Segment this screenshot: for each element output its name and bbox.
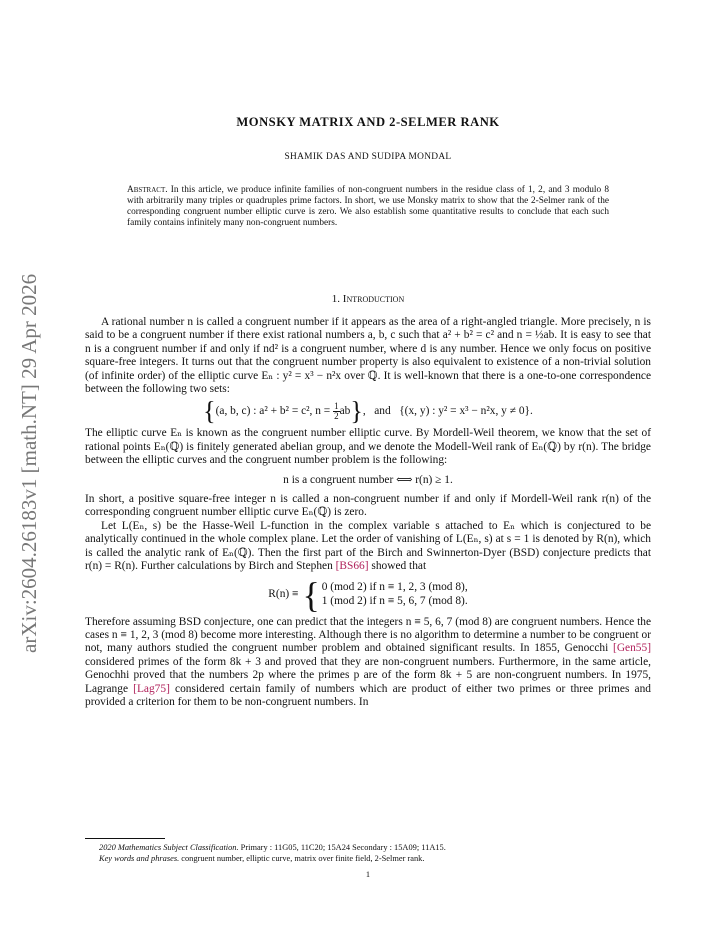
citation-bs66[interactable]: [BS66] <box>335 560 369 573</box>
citation-gen55[interactable]: [Gen55] <box>613 642 651 655</box>
page-number: 1 <box>365 870 371 879</box>
arxiv-stamp-text: arXiv:2604.26183v1 [math.NT] 29 Apr 2026 <box>17 273 41 653</box>
eq1-fraction: $\frac{1}{2}$ <box>334 401 339 422</box>
paragraph-5: Therefore assuming BSD conjecture, one can predict that the integers n ≡ 5, 6, 7 (mod 8) are congruent numbers. Hence the cases n ≡ 1, 2, 3 (mod 8) become more interesting. Although there is no algorithm to determine a number to be congruent or not, many authors studied the congruent number problem and obtained significant results. In 1855, Genocchi [Gen55] considered primes of the form 8k + 3 and proved that they are non-congruent numbers. Furthermore, in the same article, Genochhi proved that the numbers 2p where the primes p are of the form 8k + 5 are non-congruent numbers. In 1975, Lagrange [Lag75] considered certain family of numbers which are product of either two primes or three primes and provided a criterion for them to be non-congruent numbers. In <box>85 615 651 708</box>
citation-lag75[interactable]: [Lag75] <box>133 682 170 695</box>
section-title: Introduction <box>342 293 405 305</box>
body-text <box>85 316 651 709</box>
paper-authors: SHAMIK DAS AND SUDIPA MONDAL <box>284 152 452 162</box>
paragraph-3: In short, a positive square-free integer n is called a non-congruent number if and only if Mordell-Weil rank r(n) of the corresponding congruent number elliptic curve Eₙ(ℚ) is zero. <box>85 493 651 519</box>
footnote-msc: 2020 Mathematics Subject Classification. Primary : 11G05, 11C20; 15A24 Secondary : 15A09; 11A15. <box>99 843 446 852</box>
eq1-left: (a, b, c) : a² + b² = c², n = <box>215 405 334 418</box>
abstract-label: Abstract. <box>127 185 168 195</box>
paragraph-2: The elliptic curve Eₙ is known as the congruent number elliptic curve. By Mordell-Weil theorem, we know that the set of rational points Eₙ(ℚ) is finitely generated abelian group, and we denote the Modell-Weil rank of Eₙ(ℚ) by r(n). The bridge between the elliptic curves and the congruent number problem is the following: <box>85 427 651 467</box>
footnotes <box>85 842 651 864</box>
section-number: 1. <box>331 293 341 305</box>
eq3-case-1: 0 (mod 2) if n ≡ 1, 2, 3 (mod 8), <box>321 581 468 594</box>
section-heading <box>85 293 651 305</box>
eq1-and: and <box>374 405 391 418</box>
paragraph-1: A rational number n is called a congruent number if it appears as the area of a right-angled triangle. More precisely, n is said to be a congruent number if there exist rational numbers a, b, c such that a² + b² = c² and n = ½ab. It is easy to see that n is a congruent number if and only if nd² is a congruent number, where d is any number. Hence we only focus on positive square-free integers. It turns out that the congruent number property is also equivalent to existence of a non-trivial solution (of infinite order) of the elliptic curve Eₙ : y² = x³ − n²x over ℚ. It is well-known that there is a one-to-one correspondence between the following two sets: <box>85 316 651 396</box>
equation-sets: {(a, b, c) : a² + b² = c², n = $\frac{1}{2}$ ab}, and {(x, y) : y² = x³ − n²x, y ≠ 0}. <box>203 396 533 426</box>
arxiv-stamp <box>10 245 44 655</box>
equation-cases: R(n) ≡ { 0 (mod 2) if n ≡ 1, 2, 3 (mod 8), 1 (mod 2) if n ≡ 5, 6, 7 (mod 8). <box>268 574 468 615</box>
eq3-lhs: R(n) ≡ <box>268 587 299 600</box>
abstract-text: In this article, we produce infinite families of non-congruent numbers in the residue class of 1, 2, and 3 modulo 8 with arbitrarily many triples or quadruples prime factors. In short, we use Monsky matrix to show that the 2-Selmer rank of the corresponding congruent number elliptic curve is zero. We also establish some quantitative results to conclude that each such family contains infinitely many non-congruent numbers. <box>127 185 609 229</box>
eq1-right: {(x, y) : y² = x³ − n²x, y ≠ 0}. <box>399 405 533 418</box>
abstract <box>127 185 609 229</box>
eq1-left-tail: ab <box>339 405 351 418</box>
paragraph-4: Let L(Eₙ, s) be the Hasse-Weil L-function in the complex variable s attached to Eₙ which is conjectured to be analytically continued in the whole complex plane. Let the order of vanishing of L(Eₙ, s) at s = 1 is denoted by R(n), which is called the analytic rank of Eₙ(ℚ). Then the first part of the Birch and Swinnerton-Dyer (BSD) conjecture predicts that r(n) = R(n). Further calculations by Birch and Stephen [BS66] showed that <box>85 519 651 573</box>
footnote-keywords: Key words and phrases. congruent number, elliptic curve, matrix over finite field, 2-Selmer rank. <box>99 854 425 863</box>
footnote-divider <box>85 838 165 839</box>
eq3-case-2: 1 (mod 2) if n ≡ 5, 6, 7 (mod 8). <box>321 594 468 607</box>
paper-title: MONSKY MATRIX AND 2-SELMER RANK <box>236 115 500 129</box>
equation-equivalence: n is a congruent number ⟺ r(n) ≥ 1. <box>283 473 453 486</box>
